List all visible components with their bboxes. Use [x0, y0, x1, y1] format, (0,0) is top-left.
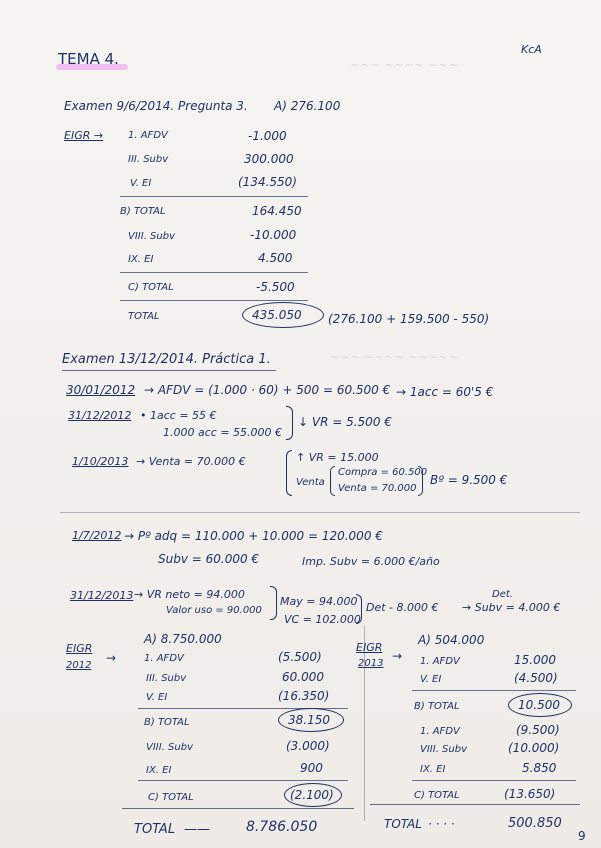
eigr2012-row-value: (3.000) [286, 739, 330, 753]
entry-text: → Pº adq = 110.000 + 10.000 = 120.000 € [124, 529, 383, 543]
rule [120, 196, 308, 197]
date-entry: 31/12/2012 [68, 409, 132, 422]
eigr2012-row-label: V. EI [146, 692, 168, 703]
separator [60, 512, 580, 513]
eigr2013-year: 2013 [358, 658, 384, 669]
brace [418, 466, 423, 496]
entry-text: Det - 8.000 € [366, 601, 439, 614]
exam1-answer: A) 276.100 [274, 99, 341, 113]
column-divider [364, 626, 365, 821]
eigr2013-row-label: B) TOTAL [414, 701, 460, 712]
rule [412, 690, 576, 691]
entry-text: May = 94.000 [280, 595, 358, 608]
entry-result: Bº = 9.500 € [430, 473, 508, 487]
exam1-total-note: (276.100 + 159.500 - 550) [328, 312, 490, 326]
eigr2013-row-value: 5.850 [522, 761, 557, 775]
exam1-row-value: 4.500 [258, 251, 293, 265]
date-entry: 31/12/2013 [70, 589, 134, 602]
exam1-row-label: C) TOTAL [128, 282, 174, 293]
entry-result: → 1acc = 60'5 € [396, 385, 494, 399]
eigr2012-row-value: (5.500) [278, 650, 322, 664]
eigr2012-row-label: 1. AFDV [144, 653, 184, 664]
arrow-icon: → [392, 649, 403, 663]
eigr2013-a-total: A) 504.000 [418, 633, 485, 647]
eigr2012-year: 2012 [66, 660, 92, 671]
exam1-row-value: 300.000 [244, 152, 294, 166]
eigr2013-row-value: (9.500) [516, 723, 560, 737]
rule [122, 808, 354, 809]
entry-result: ↓ VR = 5.500 € [298, 415, 392, 429]
eigr2012-total-value: 8.786.050 [246, 819, 318, 835]
eigr2013-total-label: TOTAL [384, 817, 422, 831]
eigr2013-row-value: (4.500) [514, 671, 558, 685]
rule [370, 804, 580, 805]
eigr2013-row-value: (10.000) [508, 741, 560, 755]
brace [286, 406, 293, 440]
date-entry: 1/7/2012 [72, 529, 122, 542]
exam1-row-value: -1.000 [248, 129, 287, 143]
rule [412, 780, 576, 781]
eigr2012-row-label: III. Subv [146, 673, 187, 684]
eigr2012-row-label: B) TOTAL [144, 717, 190, 728]
exam1-total-label: TOTAL [128, 311, 160, 322]
eigr2012-a-total: A) 8.750.000 [144, 632, 222, 646]
entry-text: Valor uso = 90.000 [166, 605, 262, 616]
eigr2012-label: EIGR [66, 642, 93, 655]
eigr2013-row-value: (13.650) [504, 787, 556, 801]
entry-text: • 1acc = 55 € [140, 409, 217, 422]
brace [270, 586, 277, 620]
entry-text: Subv = 60.000 € [158, 552, 260, 566]
exam1-row-label: V. EI [130, 178, 152, 189]
exam1-row-label: IX. EI [128, 254, 154, 265]
eigr2013-total-value: 500.850 [508, 816, 562, 831]
exam1-eigr-label: EIGR → [64, 129, 104, 142]
eigr2012-row-label: C) TOTAL [148, 792, 194, 803]
eigr2013-label: EIGR [356, 641, 383, 654]
entry-text: Det. [492, 589, 513, 600]
entry-text: → Venta = 70.000 € [136, 455, 246, 468]
entry-text: VC = 102.000 [284, 613, 361, 626]
eigr2013-row-value: 15.000 [514, 653, 556, 667]
eigr2012-row-value: (2.100) [290, 788, 334, 802]
initials: KcA [521, 43, 542, 56]
eigr2013-row-label: IX. EI [420, 764, 446, 775]
exam1-row-value: -10.000 [250, 228, 297, 242]
exam1-row-label: VIII. Subv [128, 231, 175, 242]
entry-text: → Subv = 4.000 € [462, 601, 561, 614]
dashes: · · · · [428, 817, 455, 831]
exam1-total-value: 435.050 [252, 308, 302, 322]
entry-text: → VR neto = 94.000 [134, 588, 245, 601]
eigr2013-row-label: VIII. Subv [420, 744, 467, 755]
entry-text: → AFDV = (1.000 · 60) + 500 = 60.500 € [144, 383, 391, 397]
eigr2012-total-label: TOTAL [134, 822, 176, 837]
exam1-row-label: III. Subv [128, 154, 169, 165]
rule [120, 300, 308, 301]
entry-text: Imp. Subv = 6.000 €/año [302, 555, 440, 568]
eigr2012-row-label: IX. EI [146, 765, 172, 776]
date-entry: 1/10/2013 [72, 455, 129, 468]
eigr2013-row-label: C) TOTAL [414, 790, 460, 801]
exam1-heading: Examen 9/6/2014. Pregunta 3. [64, 99, 248, 113]
eigr2012-row-value: 60.000 [282, 670, 324, 684]
bleed-through: ~~~ ~~~~ ~~~ [350, 58, 459, 72]
page-title: TEMA 4. [58, 50, 119, 68]
exam1-row-value: (134.550) [238, 175, 297, 189]
entry-text: ↑ VR = 15.000 [296, 451, 379, 464]
exam1-row-label: B) TOTAL [120, 206, 166, 217]
exam1-row-label: 1. AFDV [128, 130, 168, 141]
exam1-row-value: -5.500 [256, 280, 295, 294]
date-entry: 30/01/2012 [66, 383, 136, 397]
entry-text: Compra = 60.500 [338, 467, 428, 478]
eigr2012-row-value: (16.350) [278, 689, 330, 703]
eigr2013-row-value: 10.500 [518, 698, 560, 712]
entry-text: 1.000 acc = 55.000 € [163, 426, 283, 439]
bleed-through: ~~~ ~~~~ ~~~~~ [330, 350, 459, 364]
exam1-row-value: 164.450 [252, 204, 302, 218]
eigr2012-row-value: 38.150 [288, 713, 330, 727]
eigr2012-row-value: 900 [300, 761, 323, 775]
brace [286, 450, 292, 496]
eigr2013-row-label: 1. AFDV [420, 656, 460, 667]
dashes: —— [184, 822, 210, 837]
page-number: 9 [578, 829, 586, 843]
exam2-heading: Examen 13/12/2014. Práctica 1. [62, 352, 271, 367]
brace [356, 594, 362, 624]
heading-underline [62, 370, 276, 371]
entry-text: Venta = 70.000 [338, 483, 417, 494]
rule [120, 272, 308, 273]
eigr2012-row-label: VIII. Subv [146, 742, 193, 753]
eigr2013-row-label: V. EI [420, 674, 442, 685]
rule [138, 780, 348, 781]
brace [330, 466, 335, 496]
entry-text: Venta [296, 477, 325, 488]
eigr2013-row-label: 1. AFDV [420, 726, 460, 737]
arrow-icon: → [106, 651, 117, 665]
